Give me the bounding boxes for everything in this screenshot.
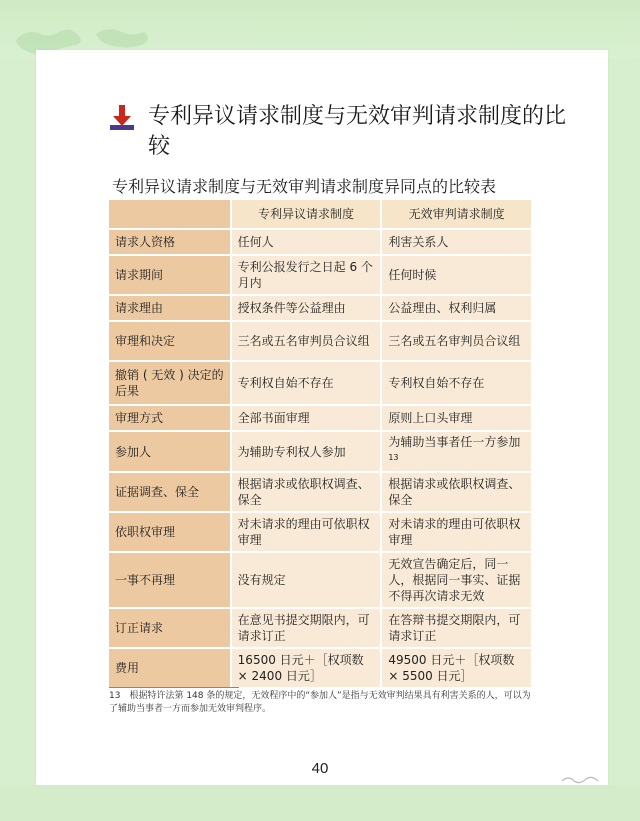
invalidation-cell: 利害关系人 (381, 229, 532, 255)
table-row (108, 405, 532, 431)
invalidation-cell: 在答辩书提交期限内，可请求订正 (381, 608, 532, 648)
invalidation-cell: 根据请求或依职权调查、保全 (381, 472, 532, 512)
invalidation-cell-text: 为辅助当事者任一方参加 (388, 435, 521, 449)
invalidation-cell: 公益理由、权利归属 (381, 295, 532, 321)
opposition-cell: 授权条件等公益理由 (231, 295, 382, 321)
row-label: 证据调查、保全 (108, 472, 231, 512)
invalidation-cell: 49500 日元＋［权项数 × 5500 日元］ (381, 648, 532, 688)
table-row (108, 321, 532, 361)
table-header-row (108, 199, 532, 229)
footnote-divider (109, 687, 239, 688)
invalidation-cell: 任何时候 (381, 255, 532, 295)
row-label: 审理方式 (108, 405, 231, 431)
opposition-cell: 对未请求的理由可依职权审理 (231, 512, 382, 552)
footnote-reference: 13 (388, 453, 399, 462)
invalidation-cell: 原则上口头审理 (381, 405, 532, 431)
table-row (108, 608, 532, 648)
invalidation-cell: 无效宣告确定后，同一人，根据同一事实、证据不得再次请求无效 (381, 552, 532, 608)
arrow-down-bullet-icon (110, 105, 134, 131)
opposition-cell: 全部书面审理 (231, 405, 382, 431)
opposition-cell: 根据请求或依职权调查、保全 (231, 472, 382, 512)
table-row (108, 361, 532, 405)
table-row (108, 552, 532, 608)
opposition-cell: 三名或五名审判员合议组 (231, 321, 382, 361)
opposition-cell: 任何人 (231, 229, 382, 255)
opposition-cell: 16500 日元＋［权项数 × 2400 日元］ (231, 648, 382, 688)
row-label: 一事不再理 (108, 552, 231, 608)
invalidation-cell (381, 431, 532, 472)
table-row (108, 229, 532, 255)
opposition-cell: 专利权自始不存在 (231, 361, 382, 405)
row-label: 请求理由 (108, 295, 231, 321)
footnote: 13 根据特许法第 148 条的规定，无效程序中的“参加人”是指与无效审判结果具有利害关系的人，可以为了辅助当事者一方而参加无效审判程序。 (109, 691, 531, 714)
invalidation-cell: 三名或五名审判员合议组 (381, 321, 532, 361)
page-title: 专利异议请求制度与无效审判请求制度的比较 (148, 104, 567, 159)
row-label: 请求人资格 (108, 229, 231, 255)
table-row (108, 295, 532, 321)
table-corner-cell (108, 199, 231, 229)
bottom-background-band (0, 785, 640, 821)
table-row (108, 648, 532, 688)
section-heading (110, 102, 580, 162)
comparison-table (107, 198, 533, 689)
row-label: 参加人 (108, 431, 231, 472)
opposition-cell: 为辅助专利权人参加 (231, 431, 382, 472)
table-row (108, 512, 532, 552)
opposition-cell: 在意见书提交期限内，可请求订正 (231, 608, 382, 648)
row-label: 依职权审理 (108, 512, 231, 552)
row-label: 订正请求 (108, 608, 231, 648)
table-row (108, 472, 532, 512)
opposition-cell: 没有规定 (231, 552, 382, 608)
table-caption: 专利异议请求制度与无效审判请求制度异同点的比较表 (112, 177, 497, 196)
column-header-opposition: 专利异议请求制度 (231, 199, 382, 229)
column-header-invalidation: 无效审判请求制度 (381, 199, 532, 229)
row-label: 费用 (108, 648, 231, 688)
page-number: 40 (311, 760, 329, 777)
table-row (108, 255, 532, 295)
opposition-cell: 专利公报发行之日起 6 个月内 (231, 255, 382, 295)
ink-scribble-decoration (560, 773, 600, 785)
row-label: 撤销 ( 无效 ) 决定的后果 (108, 361, 231, 405)
invalidation-cell: 专利权自始不存在 (381, 361, 532, 405)
row-label: 审理和决定 (108, 321, 231, 361)
table-row (108, 431, 532, 472)
row-label: 请求期间 (108, 255, 231, 295)
invalidation-cell: 对未请求的理由可依职权审理 (381, 512, 532, 552)
